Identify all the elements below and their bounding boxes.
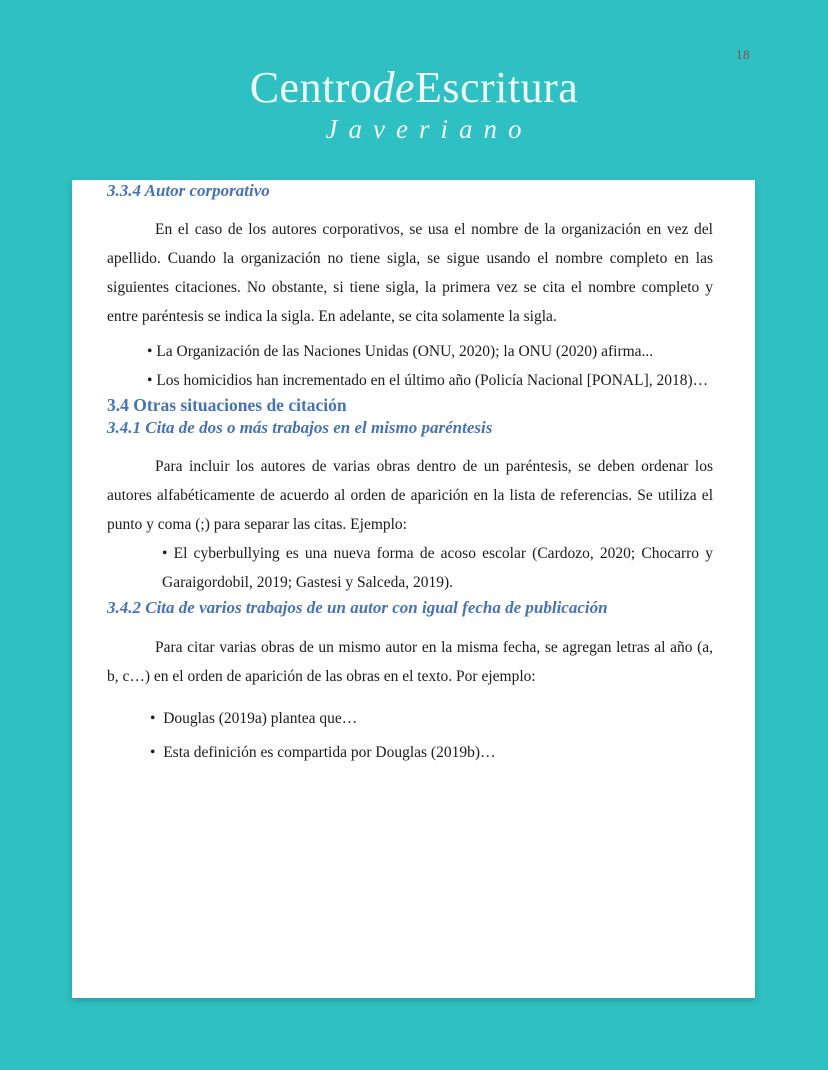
example-list-douglas	[150, 704, 713, 767]
logo-part-de: de	[372, 63, 415, 112]
logo	[0, 63, 828, 144]
page-number: 18	[736, 47, 750, 62]
paragraph-corporate-author: En el caso de los autores corporativos, se usa el nombre de la organización en vez del apellido. Cuando la organización no tiene sigla, se sigue usando el nombre completo en las siguientes citaciones. No obstante, si tiene sigla, la primera vez se cita el nombre completo y entre paréntesis se indica la sigla. En adelante, se cita solamente la sigla.	[107, 221, 713, 326]
document-page	[72, 180, 755, 998]
logo-part-centro: Centro	[249, 63, 373, 112]
list-item: • Esta definición es compartida por Douglas (2019b)…	[150, 738, 713, 767]
example-list-cyberbullying	[162, 539, 713, 597]
section-heading-3-4: 3.4 Otras situaciones de citación	[107, 395, 347, 416]
logo-subtitle: Javeriano	[325, 114, 533, 144]
paragraph-multiple-works: Para incluir los autores de varias obras dentro de un paréntesis, se deben ordenar los autores alfabéticamente de acuerdo al orden de aparición en la lista de referencias. Se utiliza el punto y coma (;) para separar las citas. Ejemplo:	[107, 458, 713, 534]
section-heading-3-4-2: 3.4.2 Cita de varios trabajos de un autor con igual fecha de publicación	[107, 598, 608, 618]
example-list-corporate	[147, 337, 713, 395]
paragraph-same-date-author: Para citar varias obras de un mismo autor en la misma fecha, se agregan letras al año (a, b, c…) en el orden de aparición de las obras en el texto. Por ejemplo:	[107, 638, 713, 685]
list-item: • Los homicidios han incrementado en el último año (Policía Nacional [PONAL], 2018)…	[147, 366, 713, 395]
section-heading-3-4-1: 3.4.1 Cita de dos o más trabajos en el mismo paréntesis	[107, 418, 493, 438]
section-heading-3-3-4: 3.3.4 Autor corporativo	[107, 181, 270, 200]
logo-part-escritura: Escritura	[414, 63, 579, 112]
list-item: • El cyberbullying es una nueva forma de acoso escolar (Cardozo, 2020; Chocarro y Garaigordobil, 2019; Gastesi y Salceda, 2019).	[162, 539, 713, 597]
list-item: • Douglas (2019a) plantea que…	[150, 704, 713, 733]
logo-wordmark	[0, 63, 828, 112]
list-item: • La Organización de las Naciones Unidas (ONU, 2020); la ONU (2020) afirma...	[147, 337, 713, 366]
